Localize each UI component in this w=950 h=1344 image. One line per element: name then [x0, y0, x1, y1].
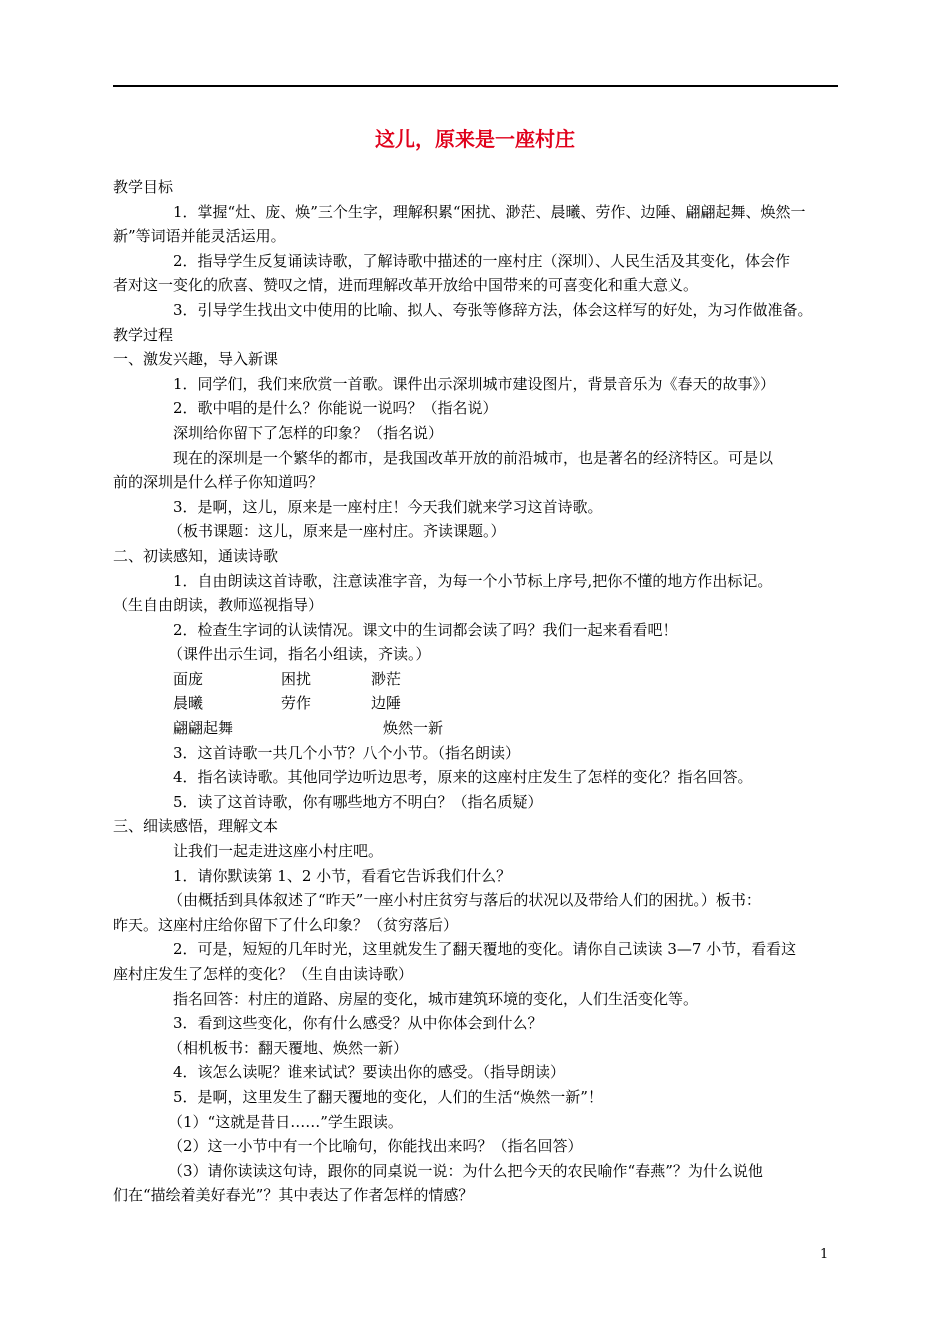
paragraph: 3．是啊，这儿，原来是一座村庄！今天我们就来学习这首诗歌。: [173, 497, 603, 516]
vocab-word: 边陲: [371, 694, 402, 713]
paragraph: 现在的深圳是一个繁华的都市，是我国改革开放的前沿城市，也是著名的经济特区。可是以: [173, 448, 774, 467]
paragraph: 5．是啊，这里发生了翻天覆地的变化，人们的生活“焕然一新”！: [173, 1087, 603, 1106]
section-heading: 一、激发兴趣，导入新课: [113, 350, 279, 369]
vocab-row: [113, 716, 838, 741]
vocab-word: 渺茫: [371, 669, 402, 688]
section-heading: 二、初读感知，通读诗歌: [113, 546, 279, 565]
paragraph: 前的深圳是什么样子你知道吗？: [113, 473, 324, 492]
vocab-row: [113, 691, 838, 716]
document-body: [113, 175, 838, 1208]
vocab-word: 困扰: [281, 669, 312, 688]
paragraph: （1）“这就是昔日……”学生跟读。: [168, 1112, 403, 1131]
process-heading: 教学过程: [113, 325, 174, 344]
paragraph: 新”等词语并能灵活运用。: [113, 227, 286, 246]
paragraph: （课件出示生词，指名小组读，齐读。）: [168, 645, 431, 664]
paragraph: 深圳给你留下了怎样的印象？（指名说）: [173, 423, 444, 442]
header-rule: [113, 85, 838, 87]
paragraph: 1．掌握“灶、庞、焕”三个生字，理解积累“困扰、渺茫、晨曦、劳作、边陲、翩翩起舞、焕然一: [173, 202, 806, 221]
paragraph: 1．同学们，我们来欣赏一首歌。课件出示深圳城市建设图片，背景音乐为《春天的故事》）: [173, 374, 776, 393]
paragraph: 座村庄发生了怎样的变化？（生自由读诗歌）: [113, 965, 414, 983]
paragraph: （板书课题：这儿，原来是一座村庄。齐读课题。）: [168, 522, 506, 541]
goals-heading: 教学目标: [113, 178, 174, 196]
paragraph: 4．指名读诗歌。其他同学边听边思考，原来的这座村庄发生了怎样的变化？指名回答。: [173, 768, 753, 787]
paragraph: 2．歌中唱的是什么？你能说一说吗？（指名说）: [173, 399, 498, 418]
paragraph: （2）这一小节中有一个比喻句，你能找出来吗？（指名回答）: [168, 1137, 583, 1156]
paragraph: 3．这首诗歌一共几个小节？八个小节。（指名朗读）: [173, 743, 521, 762]
paragraph: 让我们一起走进这座小村庄吧。: [173, 842, 384, 861]
paragraph: 5．读了这首诗歌，你有哪些地方不明白？（指名质疑）: [173, 792, 543, 811]
page-number: 1: [820, 1247, 829, 1262]
paragraph: 者对这一变化的欣喜、赞叹之情，进而理解改革开放给中国带来的可喜变化和重大意义。: [113, 276, 699, 295]
paragraph: 们在“描绘着美好春光”？其中表达了作者怎样的情感？: [113, 1186, 474, 1205]
vocab-word: 晨曦: [173, 694, 204, 713]
paragraph: （生自由朗读，教师巡视指导）: [113, 596, 324, 615]
vocab-row: [113, 667, 838, 692]
paragraph: 2．指导学生反复诵读诗歌，了解诗歌中描述的一座村庄（深圳）、人民生活及其变化，体会作: [173, 251, 791, 270]
paragraph: 2．检查生字词的认读情况。课文中的生词都会读了吗？我们一起来看看吧！: [173, 620, 678, 639]
paragraph: （3）请你读读这句诗，跟你的同桌说一说：为什么把今天的农民喻作“春燕”？为什么说他: [168, 1161, 763, 1180]
paragraph: 2．可是，短短的几年时光，这里就发生了翻天覆地的变化。请你自己读读 3—7 小节，看看这: [173, 940, 797, 959]
paragraph: 指名回答：村庄的道路、房屋的变化，城市建筑环境的变化，人们生活变化等。: [173, 989, 699, 1008]
section-heading: 三、细读感悟，理解文本: [113, 817, 279, 836]
paragraph: 4．该怎么读呢？谁来试试？要读出你的感受。（指导朗读）: [173, 1063, 566, 1082]
paragraph: 昨天。这座村庄给你留下了什么印象？（贫穷落后）: [113, 915, 459, 934]
paragraph: （相机板书：翻天覆地、焕然一新）: [168, 1038, 409, 1057]
paragraph: 1．请你默读第 1、2 小节，看看它告诉我们什么？: [173, 866, 512, 885]
vocab-word: 面庞: [173, 669, 204, 688]
vocab-word: 翩翩起舞: [173, 719, 234, 738]
paragraph: 3．引导学生找出文中使用的比喻、拟人、夸张等修辞方法，体会这样写的好处，为习作做准备。: [173, 300, 813, 319]
paragraph: 3．看到这些变化，你有什么感受？从中你体会到什么？: [173, 1014, 543, 1033]
vocab-word: 焕然一新: [383, 719, 444, 738]
paragraph: （由概括到具体叙述了“昨天”一座小村庄贫穷与落后的状况以及带给人们的困扰。）板书：: [168, 891, 761, 910]
document-title: 这儿，原来是一座村庄: [375, 127, 575, 151]
vocab-word: 劳作: [281, 694, 312, 713]
paragraph: 1．自由朗读这首诗歌，注意读准字音，为每一个小节标上序号,把你不懂的地方作出标记。: [173, 571, 773, 590]
